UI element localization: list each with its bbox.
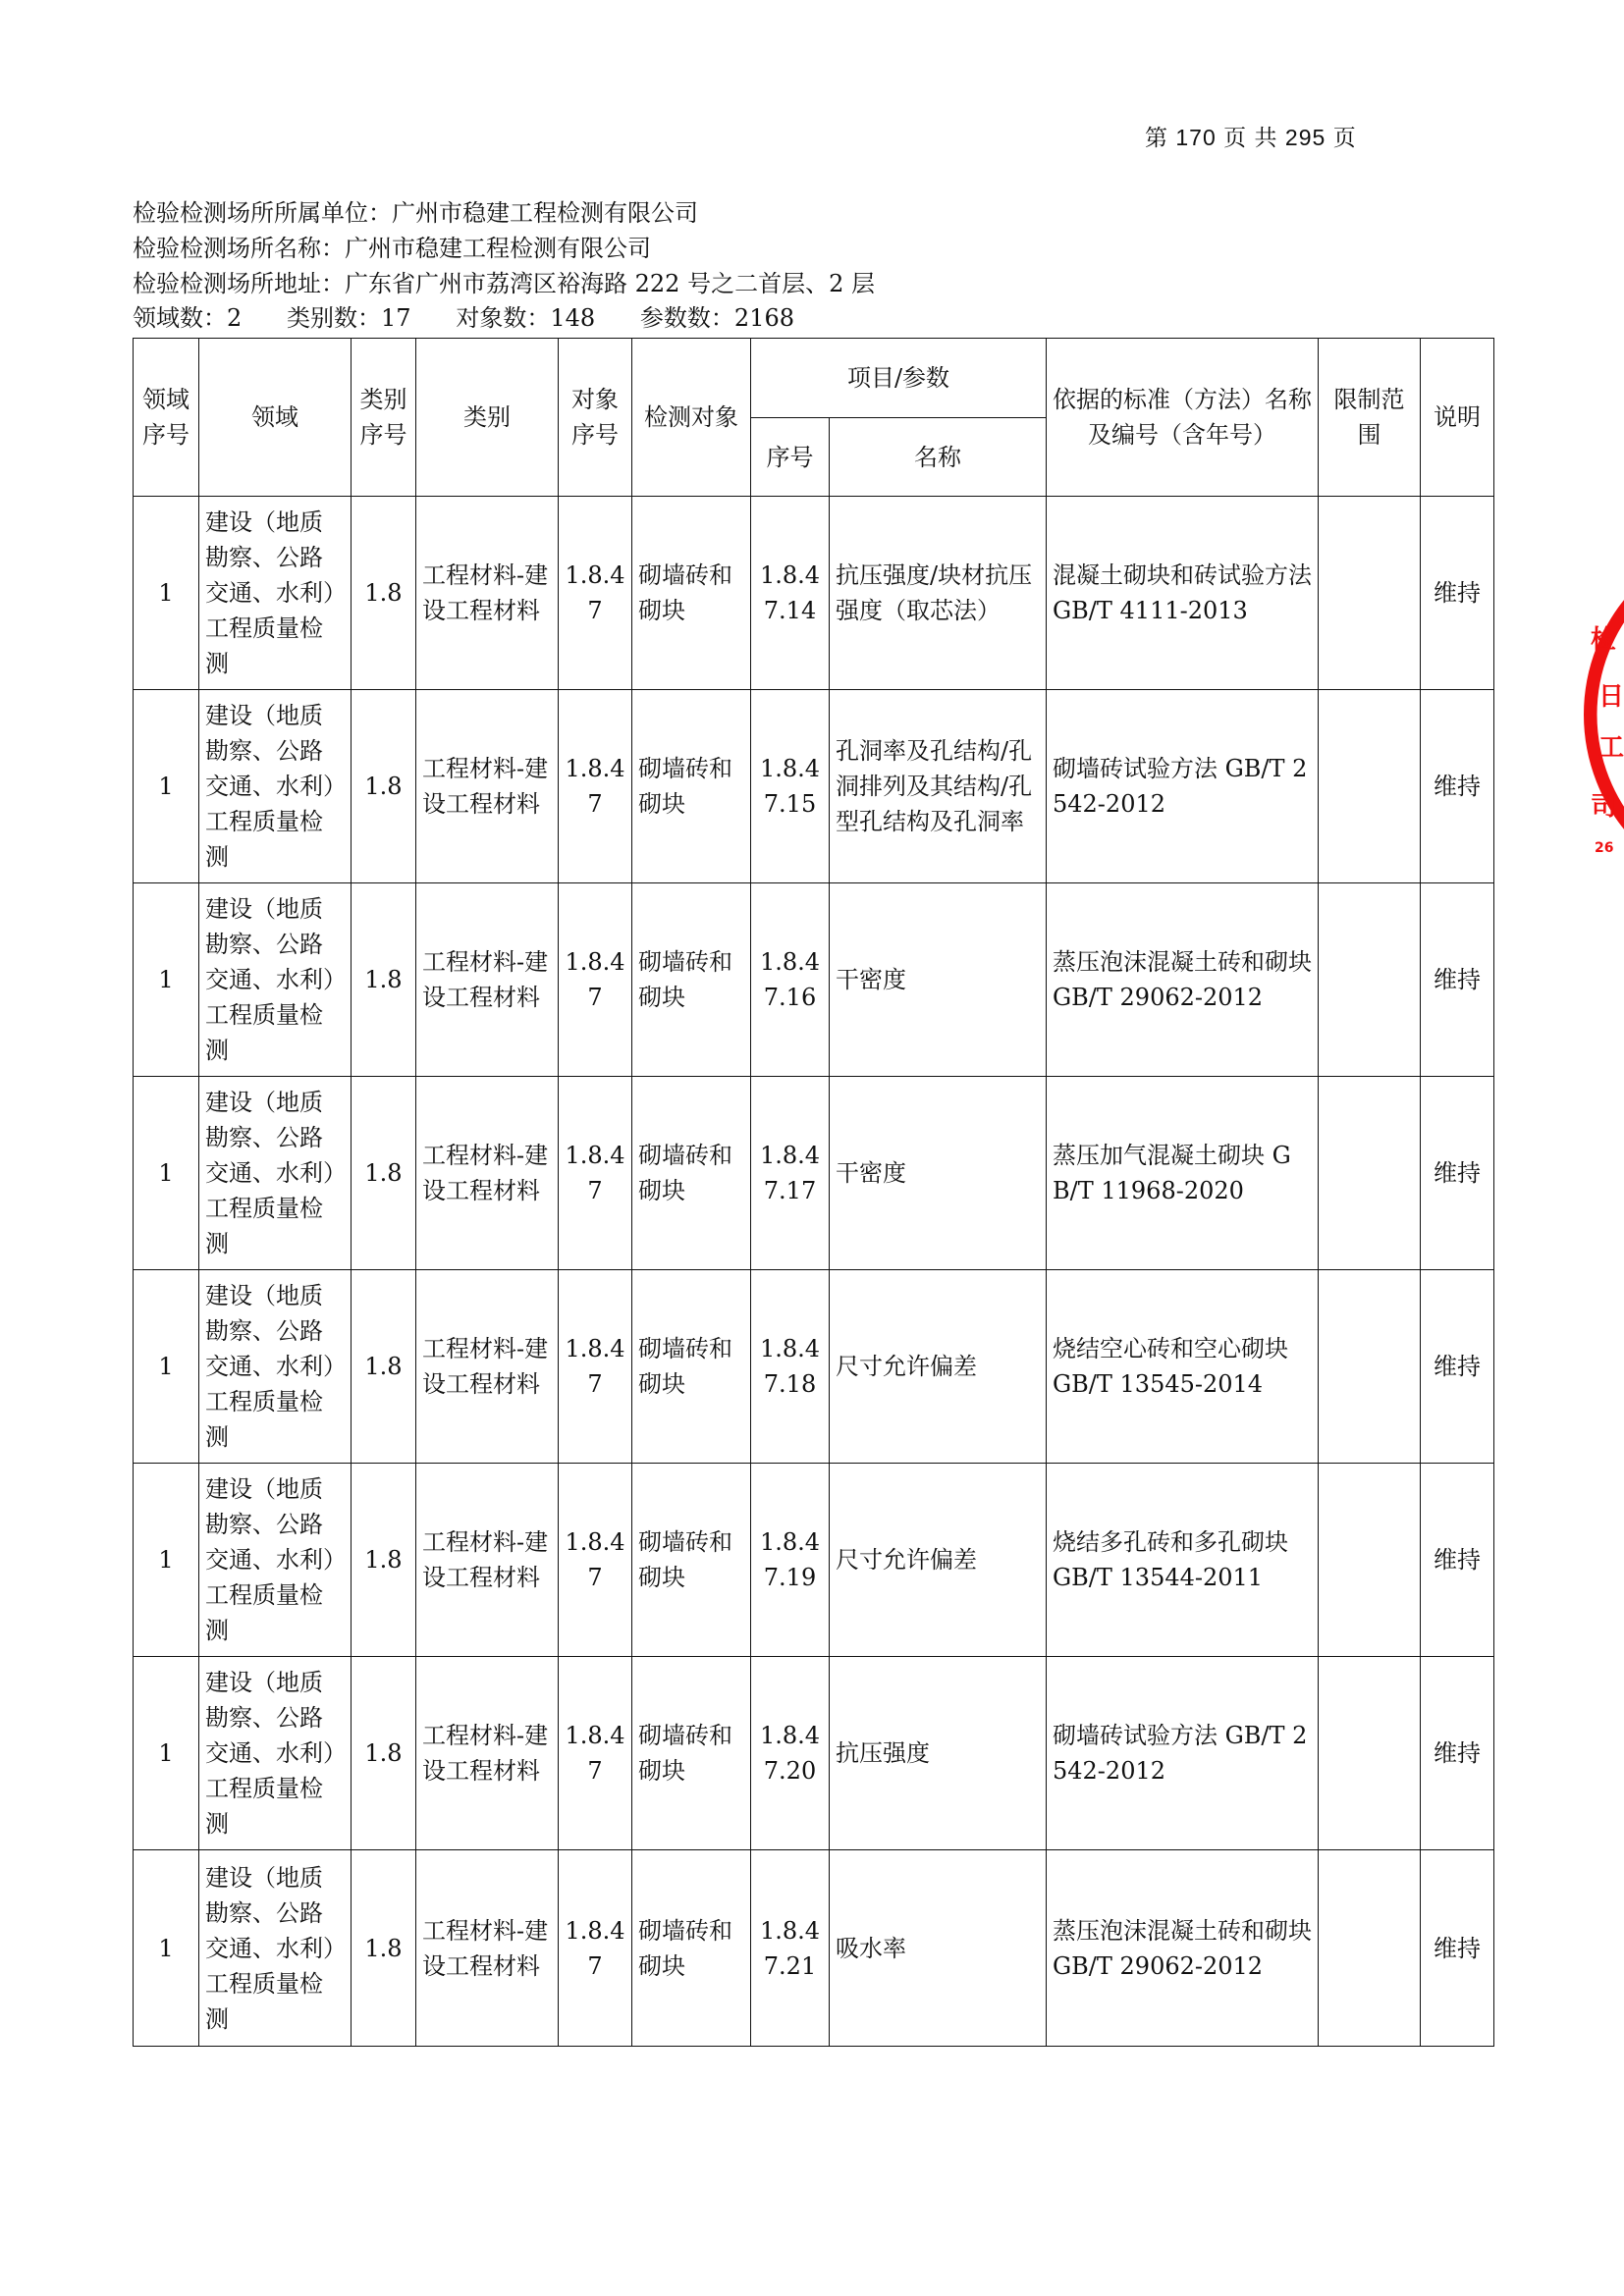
cell-standard: 烧结多孔砖和多孔砌块 GB/T 13544-2011 (1047, 1464, 1319, 1657)
cell-category: 工程材料-建设工程材料 (416, 1270, 559, 1464)
cell-field-no: 1 (134, 497, 199, 690)
header-object: 检测对象 (632, 339, 751, 497)
cell-object-no: 1.8.47 (559, 1270, 632, 1464)
header-category: 类别 (416, 339, 559, 497)
header-item-param: 项目/参数 (751, 339, 1047, 418)
cell-category: 工程材料-建设工程材料 (416, 1077, 559, 1270)
cell-field: 建设（地质勘察、公路交通、水利）工程质量检测 (199, 883, 352, 1077)
table-row (134, 1850, 1494, 2047)
cell-object-no: 1.8.47 (559, 1850, 632, 2047)
info-counts: 领域数：2 类别数：17 对象数：148 参数数：2168 (133, 304, 795, 332)
cell-note: 维持 (1421, 497, 1494, 690)
cell-object-no: 1.8.47 (559, 497, 632, 690)
cell-limit (1319, 1270, 1421, 1464)
svg-text:检: 检 (1591, 625, 1617, 655)
table-row (134, 1077, 1494, 1270)
cell-note: 维持 (1421, 1657, 1494, 1850)
cell-limit (1319, 497, 1421, 690)
cell-object-no: 1.8.47 (559, 1657, 632, 1850)
cell-limit (1319, 1464, 1421, 1657)
cell-param-no: 1.8.47.16 (751, 883, 830, 1077)
cell-field: 建设（地质勘察、公路交通、水利）工程质量检测 (199, 1657, 352, 1850)
cell-field: 建设（地质勘察、公路交通、水利）工程质量检测 (199, 1850, 352, 2047)
cell-note: 维持 (1421, 1077, 1494, 1270)
cell-standard: 蒸压泡沫混凝土砖和砌块 GB/T 29062-2012 (1047, 883, 1319, 1077)
table-row (134, 1657, 1494, 1850)
cell-param-name: 尺寸允许偏差 (830, 1270, 1047, 1464)
cell-field: 建设（地质勘察、公路交通、水利）工程质量检测 (199, 497, 352, 690)
cell-param-name: 尺寸允许偏差 (830, 1464, 1047, 1657)
cell-param-name: 干密度 (830, 883, 1047, 1077)
table-row (134, 690, 1494, 883)
cell-category: 工程材料-建设工程材料 (416, 1850, 559, 2047)
cell-param-no: 1.8.47.14 (751, 497, 830, 690)
scope-table (133, 338, 1494, 2047)
cell-object: 砌墙砖和砌块 (632, 1850, 751, 2047)
cell-param-no: 1.8.47.21 (751, 1850, 830, 2047)
cell-note: 维持 (1421, 1850, 1494, 2047)
cell-object-no: 1.8.47 (559, 1464, 632, 1657)
cell-category-no: 1.8 (352, 1850, 416, 2047)
cell-field: 建设（地质勘察、公路交通、水利）工程质量检测 (199, 1464, 352, 1657)
cell-limit (1319, 883, 1421, 1077)
header-limit: 限制范围 (1319, 339, 1421, 497)
cell-param-no: 1.8.47.15 (751, 690, 830, 883)
cell-category-no: 1.8 (352, 883, 416, 1077)
cell-limit (1319, 1657, 1421, 1850)
cell-object: 砌墙砖和砌块 (632, 1464, 751, 1657)
cell-category-no: 1.8 (352, 1077, 416, 1270)
cell-param-name: 干密度 (830, 1077, 1047, 1270)
info-name: 检验检测场所名称：广州市稳建工程检测有限公司 (133, 235, 651, 262)
cell-field-no: 1 (134, 690, 199, 883)
cell-object: 砌墙砖和砌块 (632, 1270, 751, 1464)
cell-param-no: 1.8.47.17 (751, 1077, 830, 1270)
header-category-no: 类别序号 (352, 339, 416, 497)
cell-param-name: 抗压强度/块材抗压强度（取芯法） (830, 497, 1047, 690)
cell-field-no: 1 (134, 1657, 199, 1850)
cell-limit (1319, 1850, 1421, 2047)
cell-object: 砌墙砖和砌块 (632, 883, 751, 1077)
cell-field: 建设（地质勘察、公路交通、水利）工程质量检测 (199, 1077, 352, 1270)
cell-category-no: 1.8 (352, 1270, 416, 1464)
cell-param-no: 1.8.47.20 (751, 1657, 830, 1850)
cell-category-no: 1.8 (352, 497, 416, 690)
header-param-no: 序号 (751, 418, 830, 497)
cell-category-no: 1.8 (352, 1657, 416, 1850)
cell-category: 工程材料-建设工程材料 (416, 1464, 559, 1657)
cell-category-no: 1.8 (352, 690, 416, 883)
header-standard: 依据的标准（方法）名称及编号（含年号） (1047, 339, 1319, 497)
cell-field: 建设（地质勘察、公路交通、水利）工程质量检测 (199, 1270, 352, 1464)
cell-object: 砌墙砖和砌块 (632, 1657, 751, 1850)
cell-object: 砌墙砖和砌块 (632, 1077, 751, 1270)
cell-note: 维持 (1421, 1464, 1494, 1657)
cell-standard: 烧结空心砖和空心砌块 GB/T 13545-2014 (1047, 1270, 1319, 1464)
page-number: 第 170 页 共 295 页 (1145, 125, 1357, 150)
table-row (134, 883, 1494, 1077)
header-object-no: 对象序号 (559, 339, 632, 497)
seal-stamp-icon (1581, 550, 1624, 883)
cell-category: 工程材料-建设工程材料 (416, 497, 559, 690)
cell-field-no: 1 (134, 1270, 199, 1464)
cell-standard: 蒸压泡沫混凝土砖和砌块 GB/T 29062-2012 (1047, 1850, 1319, 2047)
cell-category: 工程材料-建设工程材料 (416, 1657, 559, 1850)
cell-field: 建设（地质勘察、公路交通、水利）工程质量检测 (199, 690, 352, 883)
seal-stamp (1581, 550, 1624, 883)
cell-param-name: 吸水率 (830, 1850, 1047, 2047)
cell-param-name: 孔洞率及孔结构/孔洞排列及其结构/孔型孔结构及孔洞率 (830, 690, 1047, 883)
svg-text:26: 26 (1595, 840, 1614, 856)
header-param-name: 名称 (830, 418, 1047, 497)
cell-object: 砌墙砖和砌块 (632, 690, 751, 883)
cell-category: 工程材料-建设工程材料 (416, 690, 559, 883)
cell-field-no: 1 (134, 1850, 199, 2047)
cell-standard: 蒸压加气混凝土砌块 GB/T 11968-2020 (1047, 1077, 1319, 1270)
cell-category: 工程材料-建设工程材料 (416, 883, 559, 1077)
cell-note: 维持 (1421, 1270, 1494, 1464)
table-row (134, 1464, 1494, 1657)
cell-limit (1319, 690, 1421, 883)
cell-param-name: 抗压强度 (830, 1657, 1047, 1850)
cell-field-no: 1 (134, 1464, 199, 1657)
table-row (134, 1270, 1494, 1464)
table-row (134, 497, 1494, 690)
info-address: 检验检测场所地址：广东省广州市荔湾区裕海路 222 号之二首层、2 层 (133, 270, 875, 297)
svg-text:司: 司 (1591, 792, 1617, 822)
cell-standard: 混凝土砌块和砖试验方法 GB/T 4111-2013 (1047, 497, 1319, 690)
cell-standard: 砌墙砖试验方法 GB/T 2542-2012 (1047, 690, 1319, 883)
cell-standard: 砌墙砖试验方法 GB/T 2542-2012 (1047, 1657, 1319, 1850)
cell-field-no: 1 (134, 883, 199, 1077)
cell-param-no: 1.8.47.18 (751, 1270, 830, 1464)
cell-note: 维持 (1421, 883, 1494, 1077)
cell-note: 维持 (1421, 690, 1494, 883)
cell-object-no: 1.8.47 (559, 1077, 632, 1270)
header-note: 说明 (1421, 339, 1494, 497)
cell-param-no: 1.8.47.19 (751, 1464, 830, 1657)
svg-text:日: 日 (1598, 682, 1624, 712)
cell-object: 砌墙砖和砌块 (632, 497, 751, 690)
header-field-no: 领域序号 (134, 339, 199, 497)
cell-field-no: 1 (134, 1077, 199, 1270)
header-field: 领域 (199, 339, 352, 497)
svg-text:工: 工 (1598, 733, 1624, 763)
cell-object-no: 1.8.47 (559, 883, 632, 1077)
cell-object-no: 1.8.47 (559, 690, 632, 883)
info-unit: 检验检测场所所属单位：广州市稳建工程检测有限公司 (133, 199, 698, 227)
cell-category-no: 1.8 (352, 1464, 416, 1657)
cell-limit (1319, 1077, 1421, 1270)
